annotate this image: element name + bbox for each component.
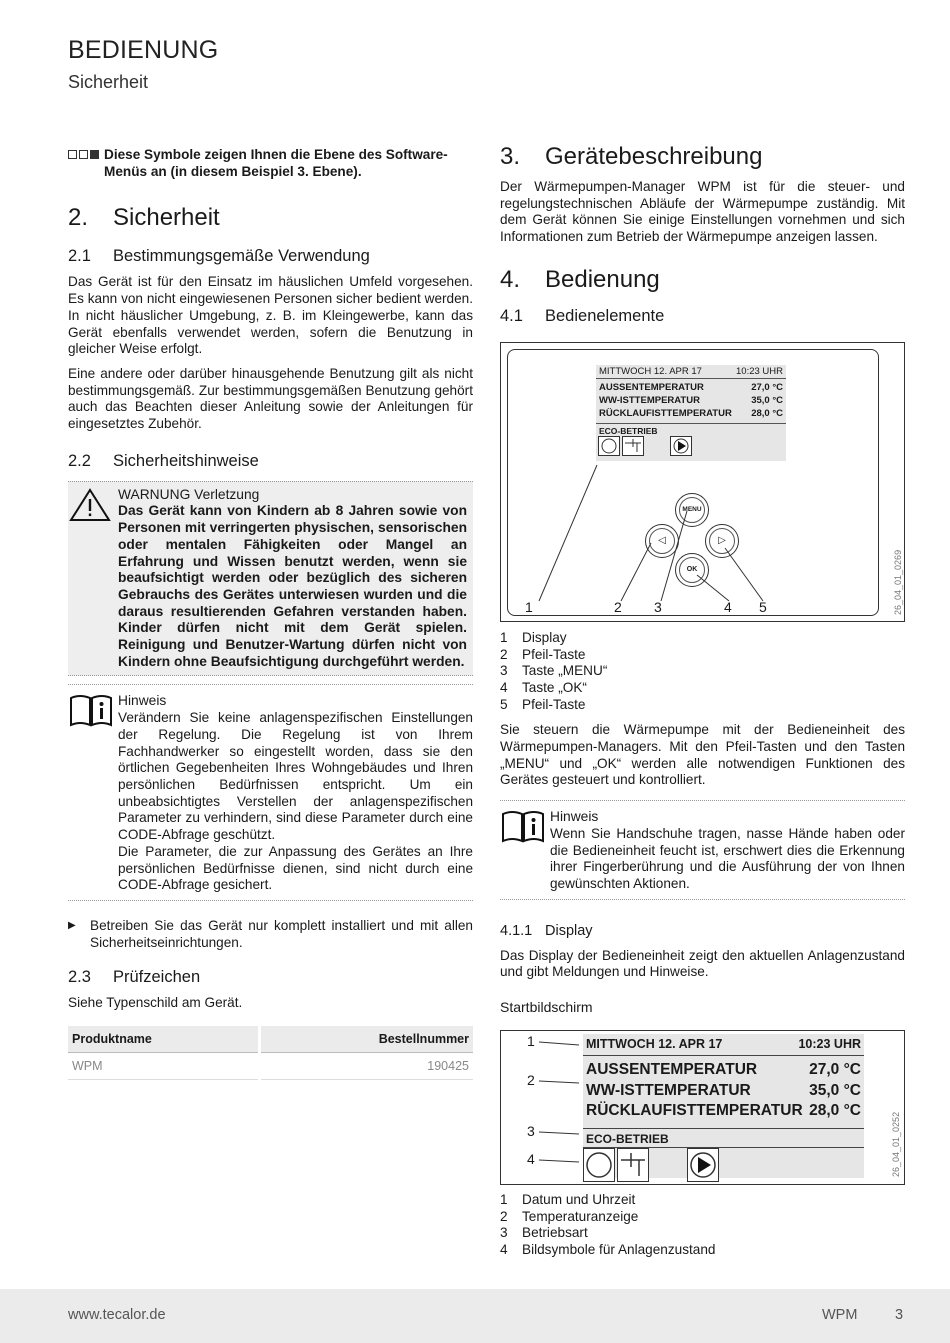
table-cell-order-number: 190425 xyxy=(261,1053,473,1080)
fig2-row-label: WW-ISTTEMPERATUR xyxy=(586,1081,751,1099)
table-cell-product: WPM xyxy=(68,1053,258,1080)
section-2-heading: 2. Sicherheit xyxy=(68,204,220,232)
list-item: 4 Bildsymbole für Anlagenzustand xyxy=(500,1242,716,1258)
hint-box-1 xyxy=(68,684,473,900)
table-header-row xyxy=(68,1026,473,1053)
fig2-row-value: 35,0 °C xyxy=(809,1081,861,1099)
bullet-triangle-icon: ▶ xyxy=(68,919,76,931)
section-2-2-heading: 2.2 Sicherheitshinweise xyxy=(68,451,259,470)
startscreen-label: Startbildschirm xyxy=(500,999,593,1016)
fig2-mode: ECO-BETRIEB xyxy=(583,1129,864,1148)
fig2-code: 26_04_01_0252 xyxy=(891,1111,901,1178)
fig1-row-label: RÜCKLAUFISTTEMPERATUR xyxy=(599,407,732,419)
fig2-callout-2: 2 xyxy=(527,1072,535,1089)
page-header-title: BEDIENUNG xyxy=(68,36,219,64)
legend-1 xyxy=(500,630,905,714)
menu-level-icon xyxy=(68,147,99,180)
fig1-mode: ECO-BETRIEB xyxy=(599,425,658,436)
fig1-callout-1: 1 xyxy=(525,598,533,615)
fig2-callout-lines xyxy=(501,1031,906,1186)
section-2-1-paragraph-2: Eine andere oder darüber hinausgehende Benutzung gilt als nicht bestimmungsgemäß. Zur bestimmungsgemäßen Benutzung gehört auch das Beachten dieser Anleitung sowie der Anleitungen für eingesetztes Zubehör. xyxy=(68,365,473,432)
list-item: 3 Betriebsart xyxy=(500,1225,588,1241)
bullet-text: Betreiben Sie das Gerät nur komplett installiert und mit allen Sicherheitseinrichtungen. xyxy=(90,917,473,950)
list-item: 1 Display xyxy=(500,629,567,645)
right-column xyxy=(500,143,905,1259)
table-header-order-number: Bestellnummer xyxy=(261,1026,473,1053)
warning-triangle-icon xyxy=(68,487,118,671)
footer-url[interactable]: www.tecalor.de xyxy=(68,1307,166,1323)
hint-box-2 xyxy=(500,800,905,900)
fig1-row-label: WW-ISTTEMPERATUR xyxy=(599,394,700,406)
fig1-callout-5: 5 xyxy=(759,598,767,615)
list-item: 2 Temperaturanzeige xyxy=(500,1208,639,1224)
control-unit-figure xyxy=(500,342,905,622)
section-4-heading: 4. Bedienung xyxy=(500,265,660,293)
hint-2-title: Hinweis xyxy=(550,809,599,825)
fig1-callout-4: 4 xyxy=(724,598,732,615)
startscreen-figure xyxy=(500,1030,905,1185)
bullet-item xyxy=(68,918,473,951)
fig2-row-value: 28,0 °C xyxy=(809,1102,861,1120)
list-item: 5 Pfeil-Taste xyxy=(500,696,586,712)
fig2-time: 10:23 UHR xyxy=(798,1037,861,1052)
symbols-note-text: Diese Symbole zeigen Ihnen die Ebene des Software-Menüs an (in diesem Beispiel 3. Ebene). xyxy=(104,147,448,179)
fig1-row-value: 27,0 °C xyxy=(751,381,783,393)
list-item: 3 Taste „MENU“ xyxy=(500,663,608,679)
book-info-icon xyxy=(500,809,550,893)
arrow-left-icon: ◁ xyxy=(649,528,675,554)
section-4-1-heading: 4.1 Bedienelemente xyxy=(500,306,665,325)
page-header-subtitle: Sicherheit xyxy=(68,72,149,92)
fig2-row-label: AUSSENTEMPERATUR xyxy=(586,1061,758,1079)
section-4-1-1-heading: 4.1.1 Display xyxy=(500,922,593,939)
footer-page-number: 3 xyxy=(895,1307,904,1323)
section-4-1-paragraph: Sie steuern die Wärmepumpe mit der Bedieneinheit des Wärmepumpen-Managers. Mit den Pfeil-Tasten und den Tasten „MENU“ und „OK“ werden alle notwendigen Funktionen des Gerätes gesteuert und kontrolliert. xyxy=(500,722,905,788)
product-table xyxy=(65,1026,476,1080)
table-header-product: Produktname xyxy=(68,1026,258,1053)
fig1-row-label: AUSSENTEMPERATUR xyxy=(599,381,704,393)
fig2-callout-4: 4 xyxy=(527,1151,535,1168)
fig1-callout-lines xyxy=(501,343,906,623)
warning-title: WARNUNG Verletzung xyxy=(118,486,260,502)
fig2-date: MITTWOCH 12. APR 17 xyxy=(586,1037,723,1052)
page-footer xyxy=(0,1289,950,1343)
arrow-right-icon: ▷ xyxy=(709,528,735,554)
section-3-paragraph: Der Wärmepumpen-Manager WPM ist für die steuer- und regelungstechnischen Abläufe der Wärmepumpe zuständig. Mit dem Gerät können Sie einige Einstellungen vornehmen und sich Informationen zum Betrieb der Wärmepumpe anzeigen lassen. xyxy=(500,179,905,245)
legend-2 xyxy=(500,1192,905,1259)
fig2-row-value: 27,0 °C xyxy=(809,1061,861,1079)
fig1-row-value: 35,0 °C xyxy=(751,394,783,406)
footer-doc-name: WPM xyxy=(822,1307,858,1323)
section-2-1-heading: 2.1 Bestimmungsgemäße Verwendung xyxy=(68,247,370,266)
hint-1-title: Hinweis xyxy=(118,693,167,709)
warning-box xyxy=(68,481,473,677)
fig2-callout-3: 3 xyxy=(527,1123,535,1140)
fig2-callout-1: 1 xyxy=(527,1033,535,1050)
hint-1-text-2: Die Parameter, die zur Anpassung des Gerätes an Ihre persönlichen Bedürfnisse dienen, sind nicht durch eine CODE-Abfrage gesichert. xyxy=(118,843,473,893)
fig1-time: 10:23 UHR xyxy=(736,365,783,377)
section-2-3-heading: 2.3 Prüfzeichen xyxy=(68,968,201,987)
fig1-row-value: 28,0 °C xyxy=(751,407,783,419)
list-item: 1 Datum und Uhrzeit xyxy=(500,1192,636,1208)
section-4-1-1-paragraph: Das Display der Bedieneinheit zeigt den aktuellen Anlagenzustand und gibt Meldungen und Hinweise. xyxy=(500,947,905,980)
list-item: 4 Taste „OK“ xyxy=(500,679,587,695)
section-2-1-paragraph-1: Das Gerät ist für den Einsatz im häuslichen Umfeld vorgesehen. Es kann von nicht eingewiesenen Personen sicher bedient werden. In nicht häuslicher Umgebung, z. B. im Kleingewerbe, kann das Gerät ebenfalls verwendet werden, sofern die Benutzung in gleicher Weise erfolgt. xyxy=(68,274,473,357)
section-3-heading: 3. Gerätebeschreibung xyxy=(500,143,763,170)
fig2-row-label: RÜCKLAUFISTTEMPERATUR xyxy=(586,1102,803,1120)
book-info-icon xyxy=(68,693,118,893)
fig1-callout-3: 3 xyxy=(654,598,662,615)
table-row xyxy=(68,1053,473,1080)
left-column xyxy=(68,147,473,1080)
hint-2-text: Wenn Sie Handschuhe tragen, nasse Hände haben oder die Bedieneinheit feucht ist, erschwert dies die Erkennung ihrer Fingerberührung und die Ausführung der von Ihnen gewünschten Aktionen. xyxy=(550,825,905,891)
fig1-callout-2: 2 xyxy=(614,598,622,615)
menu-button-label: MENU xyxy=(679,497,705,523)
fig1-code: 26_04_01_0269 xyxy=(893,549,903,615)
warning-text: Das Gerät kann von Kindern ab 8 Jahren sowie von Personen mit verringerten physischen, sensorischen oder mentalen Fähigkeiten oder Mangel an Erfahrung und Wissen benutzt werden, wenn sie beaufsichtigt werden oder bezüglich des sicheren Gebrauchs des Gerätes unterwiesen wurden und die daraus resultierenden Gefahren verstanden haben. Kinder dürfen nicht mit dem Gerät spielen. Reinigung und Benutzer-Wartung dürfen nicht von Kindern ohne Beaufsichtigung durchgeführt werden. xyxy=(118,503,467,669)
ok-button-label: OK xyxy=(679,557,705,583)
fig1-date: MITTWOCH 12. APR 17 xyxy=(599,365,702,377)
section-2-3-paragraph: Siehe Typenschild am Gerät. xyxy=(68,995,243,1011)
symbols-note xyxy=(68,147,473,180)
hint-1-text-1: Verändern Sie keine anlagenspezifischen Einstellungen der Regelung. Die Regelung ist von Ihrem Fachhandwerker so eingestellt worden, dass sie den örtlichen Gegebenheiten Ihres Wohngebäudes und Ihren persönlichen Bedürfnissen entspricht. Um ein unbeabsichtigtes Verstellen der anlagenspezifischen Parameter zu verhindern, sind diese Parameter durch eine CODE-Abfrage geschützt. xyxy=(118,710,473,843)
list-item: 2 Pfeil-Taste xyxy=(500,646,586,662)
